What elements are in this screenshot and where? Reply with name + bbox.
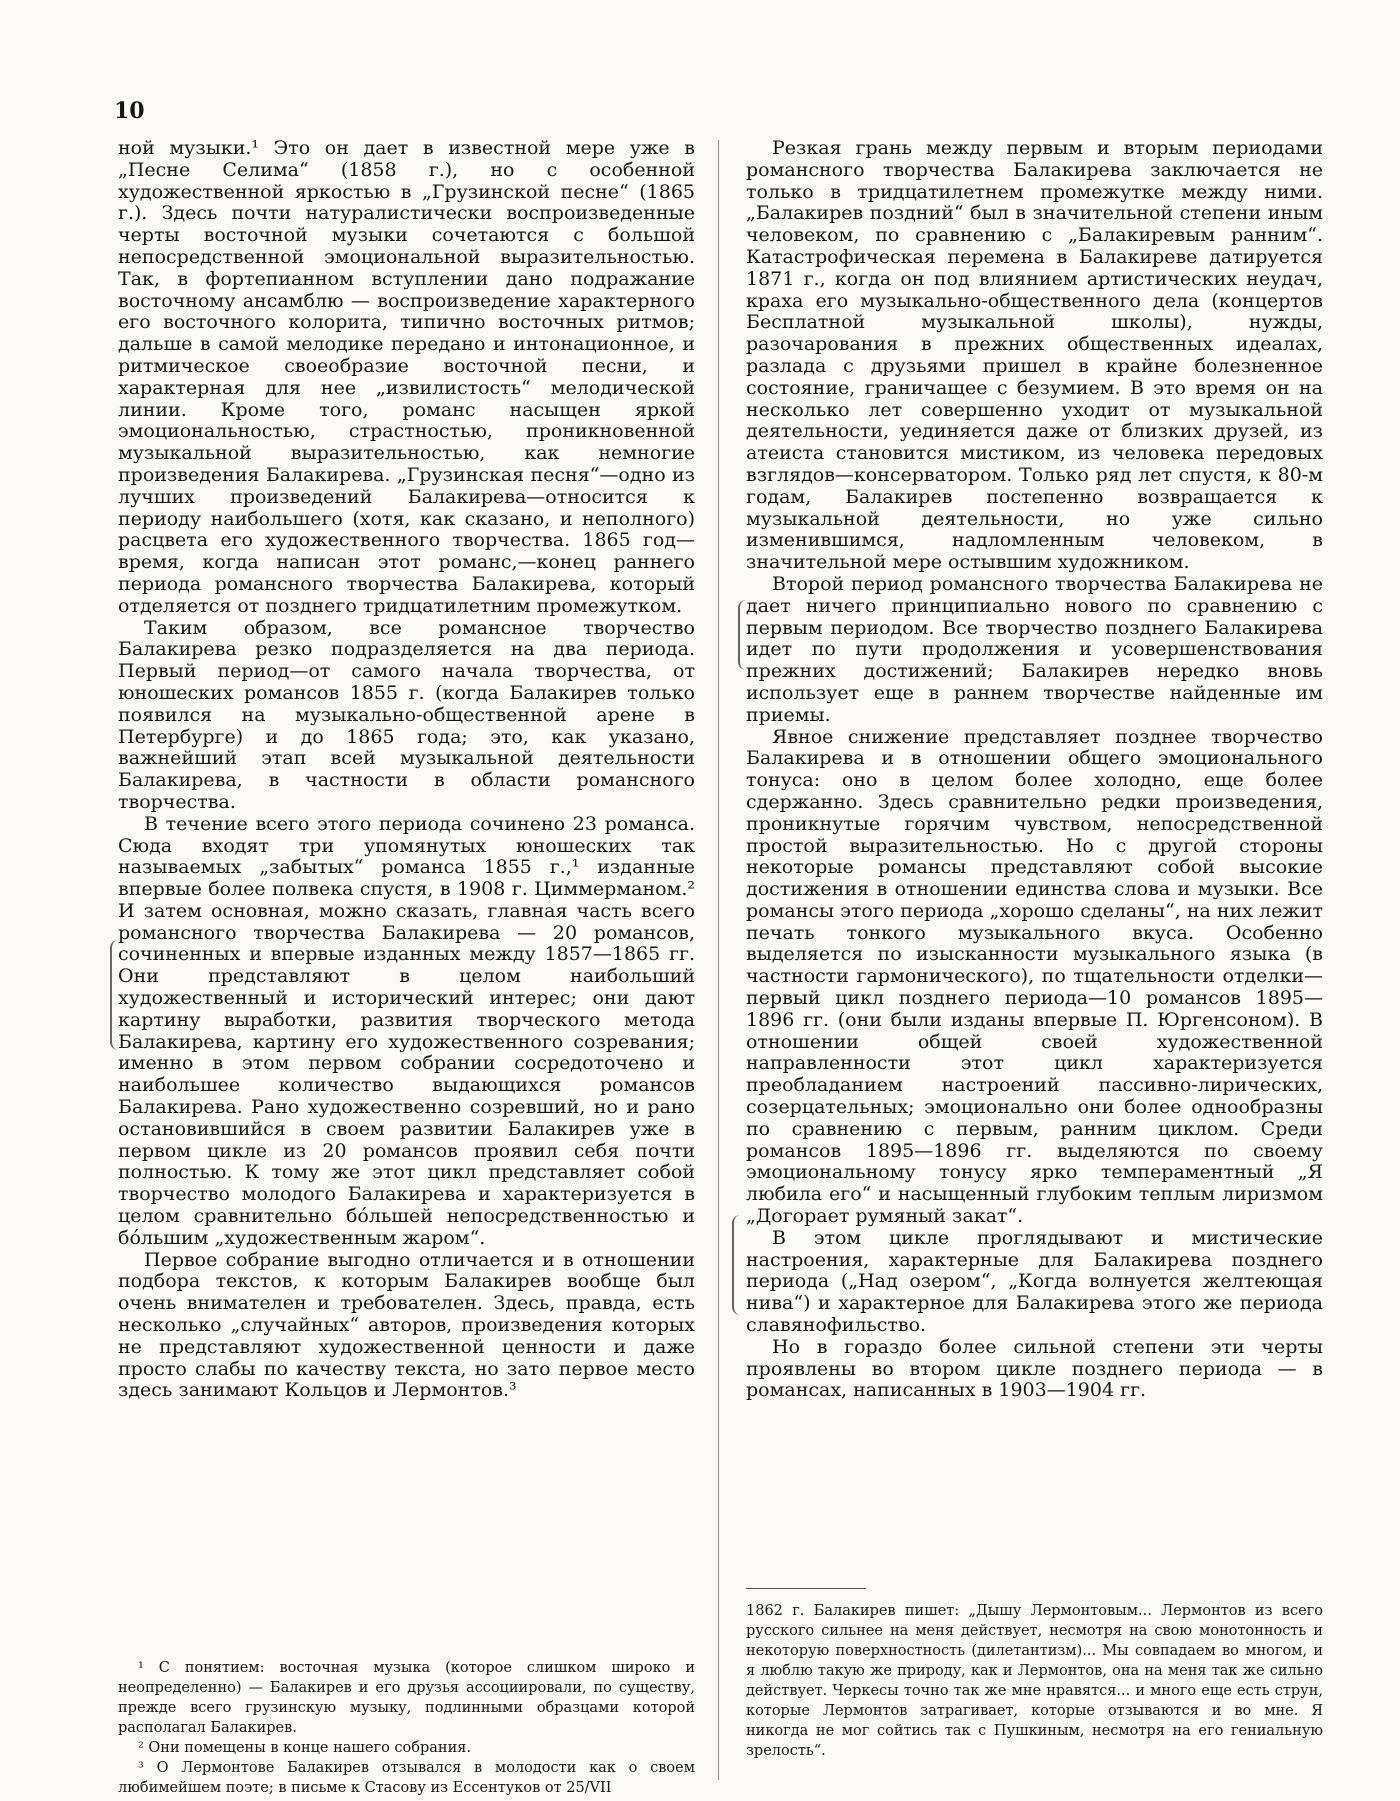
- paragraph: В этом цикле проглядывают и мистические настроения, характерные для Балакирева позднего периода („Над озером“, „Когда волнуется желтеющая нива“) и характерное для Балакирева этого же периода славянофильство.: [746, 1226, 1323, 1337]
- left-footnotes: [118, 1658, 695, 1798]
- paragraph: В течение всего этого периода сочинено 23 романса. Сюда входят три упомянутых юношеских так называемых „забытых“ романса 1855 г.,¹ изданные впервые более полвека спустя, в 1908 г. Циммерманом.² И затем основная, можно сказать, главная часть всего романсного творчества Балакирева — 20 романсов, сочиненных и впервые изданных между 1857—1865 гг. Они представляют в целом наибольший художественный и исторический интерес; они дают картину выработки, развития творческого метода Балакирева, картину его художественного созревания; именно в этом первом собрании сосредоточено и наибольшее количество выдающихся романсов Балакирева. Рано художественно созревший, но и рано остановившийся в своем развитии Балакирев уже в первом цикле из 20 романсов проявил себя почти полностью. К тому же этот цикл представляет собой творчество молодого Балакирева и характеризуется в целом сравнительно бо́льшей непосредственностью и бо́льшим „художественным жаром“.: [118, 812, 695, 1249]
- footnote: ³ О Лермонтове Балакирев отзывался в молодости как о своем любимейшем поэте; в письме к Стасову из Ессентуков от 25/VII: [118, 1760, 695, 1796]
- column-divider: [718, 140, 719, 1780]
- paragraph: ной музыки.¹ Это он дает в известной мере уже в „Песне Селима“ (1858 г.), но с особенной художественной яркостью в „Грузинской песне“ (1865 г.). Здесь почти натуралистически воспроизведенные черты восточной музыки сочетаются с большой непосредственной эмоциональной выразительностью. Так, в фортепианном вступлении дано подражание восточному ансамблю — воспроизведение характерного его восточного колорита, типично восточных ритмов; дальше в самой мелодике передано и интонационное, и ритмическое своеобразие восточной песни, и характерная для нее „извилистость“ мелодической линии. Кроме того, романс насыщен яркой эмоциональностью, страстностью, проникновенной музыкальной выразительностью, как немногие произведения Балакирева. „Грузинская песня“—одно из лучших произведений Балакирева—относится к периоду наибольшего (хотя, как сказано, и неполного) расцвета его художественного творчества. 1865 год— время, когда написан этот романс,—конец раннего периода романсного творчества Балакирева, который отделяется от позднего тридцатилетним промежутком.: [118, 137, 695, 617]
- margin-mark: [738, 600, 750, 670]
- paragraph: Явное снижение представляет позднее творчество Балакирева и в отношении общего эмоционального тонуса: оно в целом более холодно, еще более сдержанно. Здесь сравнительно редки произведения, проникнутые горячим чувством, непосредственной простой выразительностью. Но с другой стороны некоторые романсы представляют собой высокие достижения в отношении единства слова и музыки. Все романсы этого периода „хорошо сделаны“, на них лежит печать тонкого музыкального вкуса. Особенно выделяется по изысканности музыкального языка (в частности гармонического), по тщательности отделки—первый цикл позднего периода—10 романсов 1895—1896 гг. (они были изданы впервые П. Юргенсоном). В отношении общей своей художественной направленности этот цикл характеризуется преобладанием настроений пассивно-лирических, созерцательных; эмоционально они более однообразны по сравнению с первым, ранним циклом. Среди романсов 1895—1896 гг. выделяются по своему эмоциональному тонусу ярко темпераментный „Я любила его“ и насыщенный глубоким теплым лиризмом „Догорает румяный закат“.: [746, 725, 1323, 1228]
- footnote: ² Они помещены в конце нашего собрания.: [138, 1740, 472, 1756]
- paragraph: Второй период романсного творчества Балакирева не дает ничего принципиально нового по сравнению с первым периодом. Все творчество позднего Балакирева идет по пути продолжения и усовершенствования прежних достижений; Балакирев нередко вновь использует еще в раннем творчестве найденные им приемы.: [746, 572, 1323, 726]
- paragraph: Таким образом, все романсное творчество Балакирева резко подразделяется на два периода. Первый период—от самого начала творчества, от юношеских романсов 1855 г. (когда Балакирев только появился на музыкально-общественной арене в Петербурге) и до 1865 года; это, как указано, важнейший этап всей музыкальной деятельности Балакирева, в частности в области романсного творчества.: [118, 616, 695, 813]
- footnote: ¹ С понятием: восточная музыка (которое слишком широко и неопределенно) — Балакирев и его друзья ассоциировали, по существу, прежде всего грузинскую музыку, подлинными образцами которой располагал Балакирев.: [118, 1660, 695, 1736]
- right-footnote: [746, 1601, 1323, 1761]
- paragraph: Первое собрание выгодно отличается и в отношении подбора текстов, к которым Балакирев вообще был очень внимателен и требователен. Здесь, правда, есть несколько „случайных“ авторов, произведения которых не представляют художественной ценности и даже просто слабы по качеству текста, но зато первое место здесь занимают Кольцов и Лермонтов.³: [118, 1248, 695, 1402]
- footnote: 1862 г. Балакирев пишет: „Дышу Лермонтовым... Лермонтов из всего русского сильнее на меня действует, несмотря на свою монотонность и некоторую поверхностность (дилетантизм)... Мы совпадаем во многом, и я люблю такую же природу, как и Лермонтов, она на меня так же сильно действует. Черкесы точно так же мне нравятся... и много еще есть струн, которые Лермонтов затрагивает, которые отзываются и во мне. Я никогда не мог сойтись так с Пушкиным, несмотря на его гениальную зрелость“.: [746, 1603, 1323, 1759]
- footnote-rule: [746, 1588, 866, 1589]
- left-column: [118, 138, 695, 1402]
- margin-mark: [732, 1215, 744, 1315]
- margin-mark: [110, 940, 122, 1050]
- right-column: [746, 138, 1323, 1402]
- paragraph: Но в гораздо более сильной степени эти черты проявлены во втором цикле позднего периода — в романсах, написанных в 1903—1904 гг.: [746, 1335, 1323, 1402]
- page-number: 10: [114, 98, 145, 124]
- paragraph: Резкая грань между первым и вторым периодами романсного творчества Балакирева заключается не только в тридцатилетнем промежутке между ними. „Балакирев поздний“ был в значительной степени иным человеком, по сравнению с „Балакиревым ранним“. Катастрофическая перемена в Балакиреве датируется 1871 г., когда он под влиянием артистических неудач, краха его музыкально-общественного дела (концертов Бесплатной музыкальной школы), нужды, разочарования в прежних общественных идеалах, разлада с друзьями пришел в крайне болезненное состояние, граничащее с безумием. В это время он на несколько лет совершенно уходит от музыкальной деятельности, уединяется даже от близких друзей, из атеиста становится мистиком, из человека передовых взглядов—консерватором. Только ряд лет спустя, к 80-м годам, Балакирев постепенно возвращается к музыкальной деятельности, но уже сильно изменившимся, надломленным человеком, в значительной мере остывшим художником.: [746, 137, 1323, 574]
